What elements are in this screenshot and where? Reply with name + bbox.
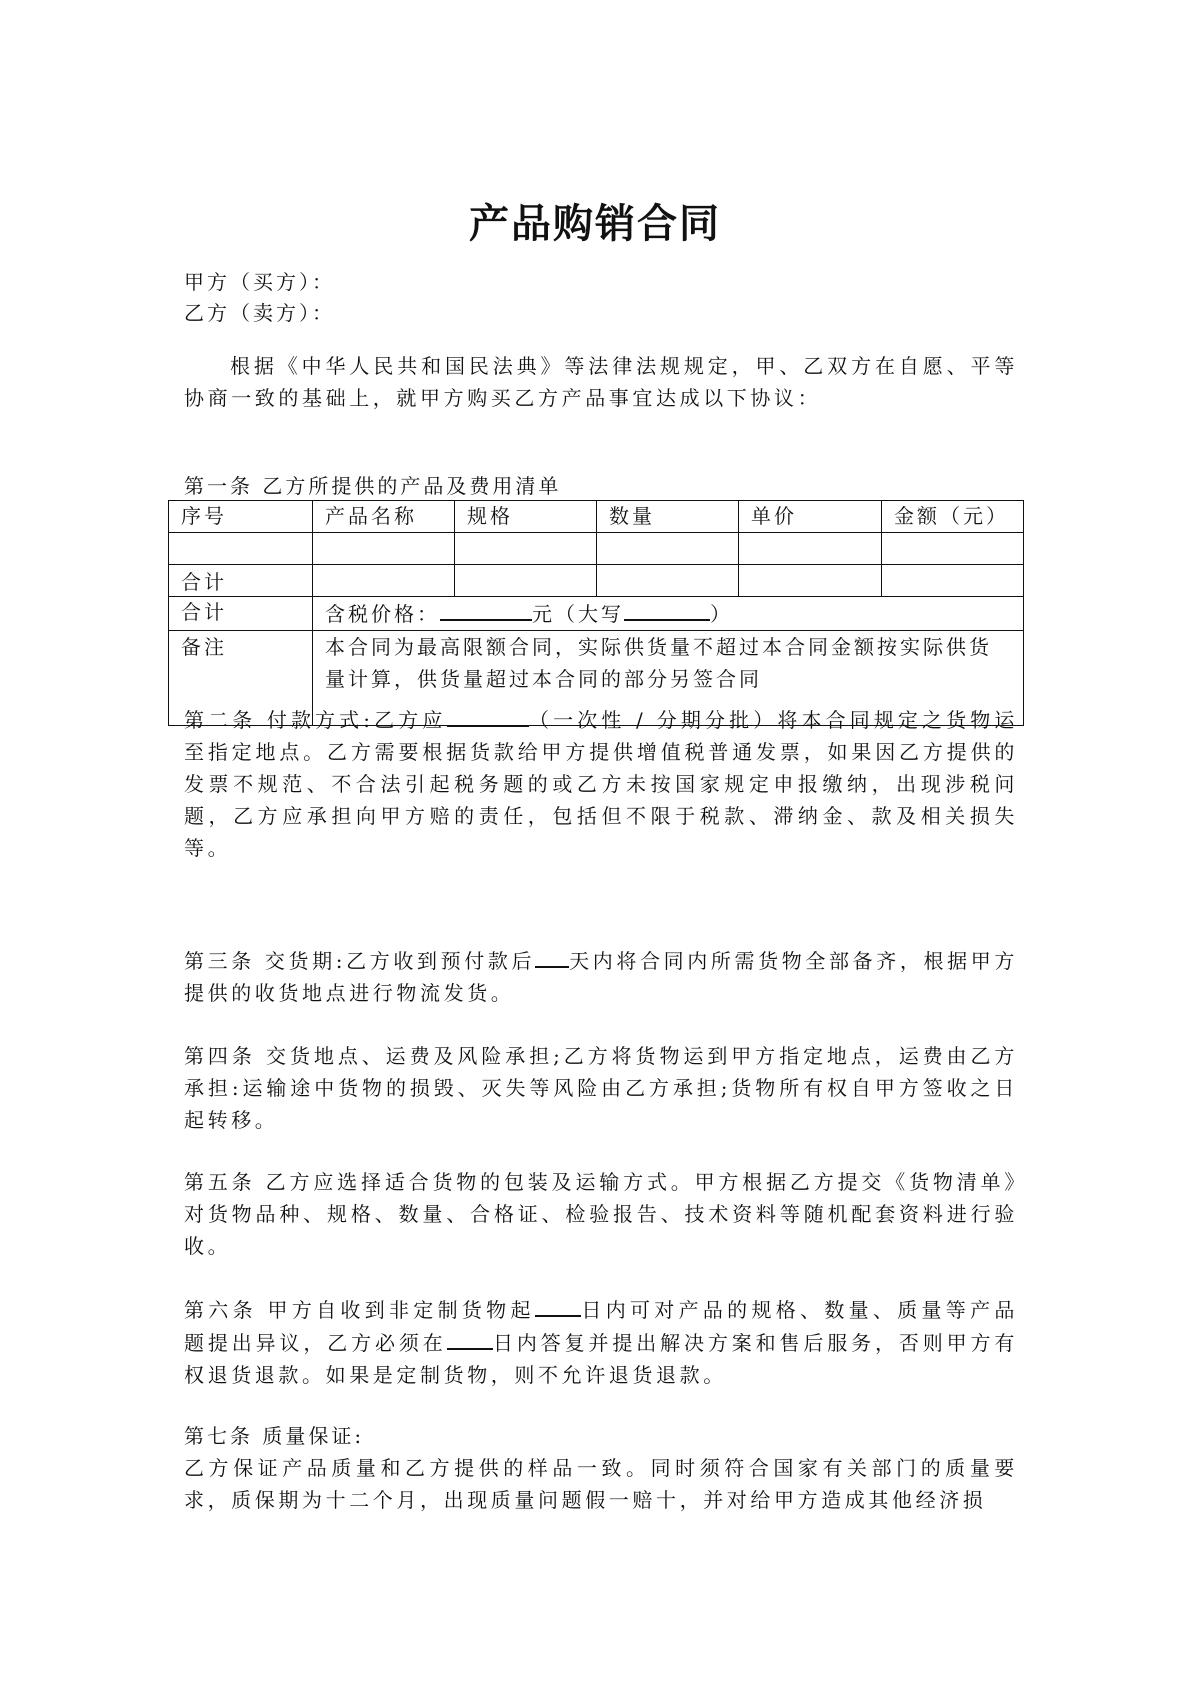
delivery-days-blank[interactable]	[535, 944, 569, 968]
article7-heading: 第七条 质量保证:	[184, 1424, 365, 1448]
header-cell-amount: 金额（元）	[882, 501, 1024, 533]
table-cell[interactable]	[597, 565, 739, 597]
note-text: 本合同为最高限额合同，实际供货量不超过本合同金额按实际供货量计算，供货量超过本合同的部分另签合同	[313, 631, 1024, 726]
article6-part3: 日内答复并提出解决方案和售后服务，否则甲方有权退货退款。如果是定制货物，则不允许退货退款。	[184, 1331, 1018, 1387]
party-b-label: 乙方（卖方）：	[184, 301, 335, 325]
article5-paragraph: 第五条 乙方应选择适合货物的包装及运输方式。甲方根据乙方提交《货物清单》对货物品种、规格、数量、合格证、检验报告、技术资料等随机配套资料进行验收。	[184, 1170, 1018, 1258]
header-cell-product-name: 产品名称	[313, 501, 455, 533]
table-cell[interactable]	[739, 565, 882, 597]
table-cell[interactable]	[882, 565, 1024, 597]
header-cell-index: 序号	[169, 501, 313, 533]
note-label: 备注	[169, 631, 313, 726]
table-header-row	[169, 501, 1024, 533]
header-cell-spec: 规格	[455, 501, 597, 533]
tax-price-mid: 元（大写	[532, 602, 624, 626]
table-cell[interactable]	[313, 533, 455, 565]
total-row	[169, 597, 1024, 631]
table-cell[interactable]	[597, 533, 739, 565]
total-label: 合计	[169, 597, 313, 631]
article1-heading: 第一条 乙方所提供的产品及费用清单	[184, 474, 562, 498]
table-cell[interactable]	[313, 565, 455, 597]
table-cell[interactable]	[169, 533, 313, 565]
article2-after-blank: （一次性 / 分期分批）将本合同规定之货物运至指定地点。乙方需要根据货款给甲方提供增值税普通发票，如果因乙方提供的发票不规范、不合法引起税务题的或乙方未按国家规定申报缴纳，出现涉税问题，乙方应承担向甲方赔的责任，包括但不限于税款、滞纳金、款及相关损失等。	[184, 708, 1019, 860]
header-cell-unit-price: 单价	[739, 501, 882, 533]
subtotal-row	[169, 565, 1024, 597]
amount-blank[interactable]	[440, 597, 532, 621]
objection-days-blank[interactable]	[535, 1293, 581, 1317]
article2-before-blank: 第二条 付款方式:乙方应	[184, 708, 447, 732]
article3-before-blank: 第三条 交货期:乙方收到预付款后	[184, 949, 536, 973]
payment-method-blank[interactable]	[447, 703, 529, 727]
article7-paragraph: 乙方保证产品质量和乙方提供的样品一致。同时须符合国家有关部门的质量要求，质保期为十二个月，出现质量问题假一赔十，并对给甲方造成其他经济损	[184, 1456, 1018, 1512]
tax-price-prefix: 含税价格：	[325, 602, 440, 626]
tax-inclusive-price-cell	[313, 597, 1024, 631]
article6-part2: 日内可对产品的规格、数量、质量等产品题提出异议，乙方必须在	[184, 1298, 1018, 1355]
article2-paragraph	[184, 703, 1018, 864]
article6-paragraph	[184, 1293, 1018, 1391]
subtotal-label: 合计	[169, 565, 313, 597]
table-row	[169, 533, 1024, 565]
response-days-blank[interactable]	[447, 1326, 493, 1350]
product-fee-table	[168, 500, 1024, 726]
table-cell[interactable]	[455, 565, 597, 597]
party-a-label: 甲方（买方）：	[184, 270, 335, 294]
tax-price-suffix: ）	[710, 602, 733, 626]
amount-in-words-blank[interactable]	[624, 597, 710, 621]
article3-paragraph	[184, 944, 1018, 1009]
table-cell[interactable]	[455, 533, 597, 565]
preamble-paragraph: 根据《中华人民共和国民法典》等法律法规规定，甲、乙双方在自愿、平等协商一致的基础上，就甲方购买乙方产品事宜达成以下协议：	[184, 354, 1018, 410]
table-cell[interactable]	[739, 533, 882, 565]
contract-title: 产品购销合同	[469, 201, 721, 247]
article6-part1: 第六条 甲方自收到非定制货物起	[184, 1298, 535, 1322]
article4-paragraph: 第四条 交货地点、运费及风险承担;乙方将货物运到甲方指定地点，运费由乙方承担:运输途中货物的损毁、灭失等风险由乙方承担;货物所有权自甲方签收之日起转移。	[184, 1044, 1018, 1132]
table-cell[interactable]	[882, 533, 1024, 565]
header-cell-quantity: 数量	[597, 501, 739, 533]
article3-after-blank: 天内将合同内所需货物全部备齐，根据甲方提供的收货地点进行物流发货。	[184, 949, 1018, 1005]
